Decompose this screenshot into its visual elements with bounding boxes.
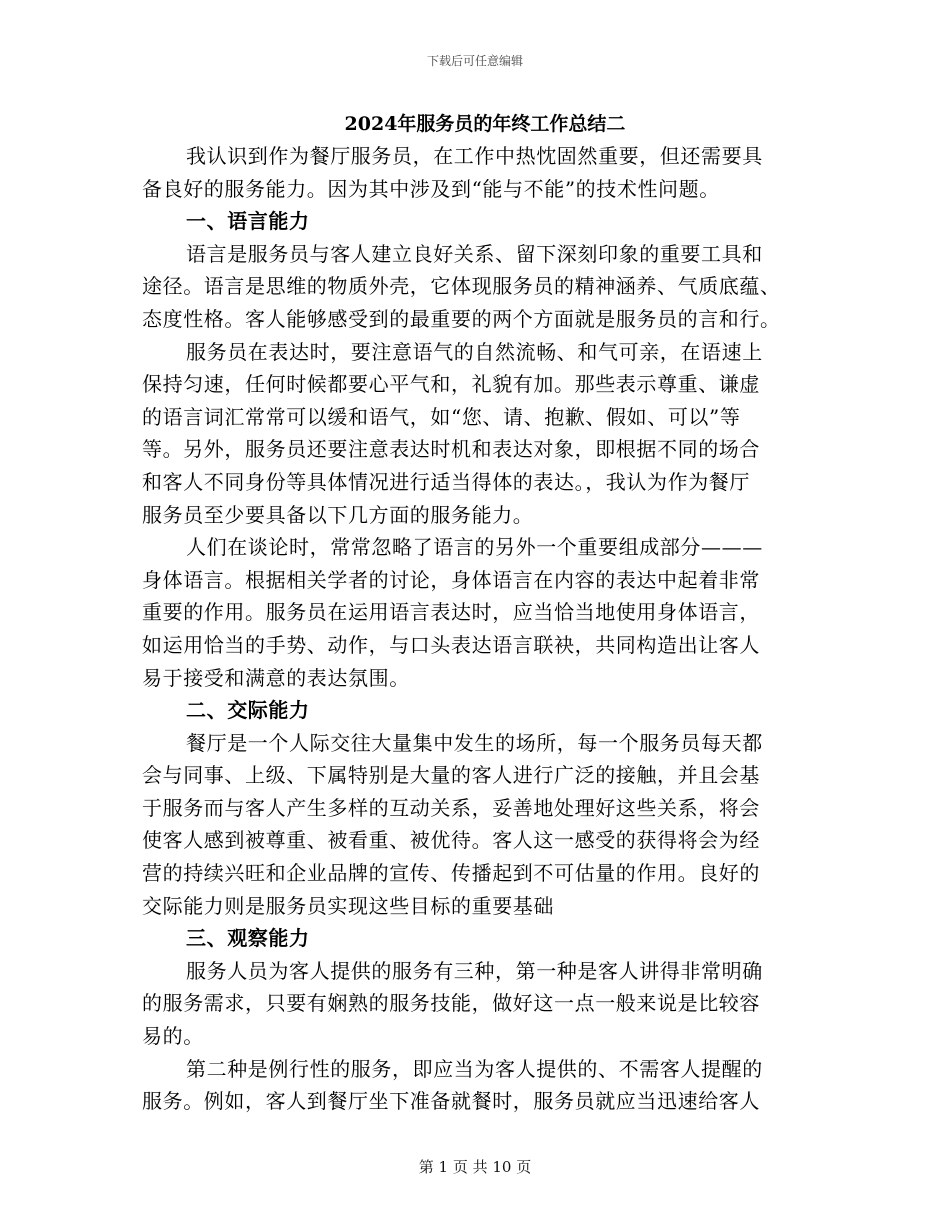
paragraph-line: 易于接受和满意的表达氛围。 <box>142 665 410 690</box>
page-number: 第 1 页 共 10 页 <box>418 1158 532 1176</box>
paragraph-line: 的服务需求，只要有娴熟的服务技能，做好这一点一般来说是比较容 <box>142 991 760 1016</box>
paragraph-line: 餐厅是一个人际交往大量集中发生的场所，每一个服务员每天都 <box>186 730 763 755</box>
paragraph-line: 重要的作用。服务员在运用语言表达时，应当恰当地使用身体语言， <box>142 600 760 625</box>
paragraph-line: 保持匀速，任何时候都要心平气和，礼貌有加。那些表示尊重、谦虚 <box>142 372 760 397</box>
paragraph-line: 于服务而与客人产生多样的互动关系，妥善地处理好这些关系，将会 <box>142 795 760 820</box>
section-heading: 三、观察能力 <box>186 926 310 951</box>
header-note: 下载后可任意编辑 <box>426 54 523 68</box>
paragraph-line: 使客人感到被尊重、被看重、被优待。客人这一感受的获得将会为经 <box>142 828 760 853</box>
document-title: 2024年服务员的年终工作总结二 <box>344 113 626 135</box>
paragraph-line: 人们在谈论时，常常忽略了语言的另外一个重要组成部分——— <box>186 535 763 560</box>
paragraph-line: 营的持续兴旺和企业品牌的宣传、传播起到不可估量的作用。良好的 <box>142 861 760 886</box>
paragraph-line: 的语言词汇常常可以缓和语气，如“您、请、抱歉、假如、可以”等 <box>142 404 741 429</box>
document-body <box>142 108 800 1118</box>
paragraph-line: 等。另外，服务员还要注意表达时机和表达对象，即根据不同的场合 <box>142 437 760 462</box>
paragraph-line: 交际能力则是服务员实现这些目标的重要基础 <box>142 893 554 918</box>
paragraph-line: 服务员在表达时，要注意语气的自然流畅、和气可亲，在语速上 <box>186 339 763 364</box>
paragraph-line: 易的。 <box>142 1024 204 1049</box>
paragraph-line: 如运用恰当的手势、动作，与口头表达语言联袂，共同构造出让客人 <box>142 632 760 657</box>
section-heading: 一、语言能力 <box>186 209 310 234</box>
paragraph-line: 身体语言。根据相关学者的讨论，身体语言在内容的表达中起着非常 <box>142 567 760 592</box>
paragraph-line: 服务员至少要具备以下几方面的服务能力。 <box>142 502 534 527</box>
paragraph-line: 和客人不同身份等具体情况进行适当得体的表达。，我认为作为餐厅 <box>142 469 750 494</box>
paragraph-line: 备良好的服务能力。因为其中涉及到“能与不能”的技术性问题。 <box>142 176 720 201</box>
section-heading: 二、交际能力 <box>186 698 310 723</box>
paragraph-line: 第二种是例行性的服务，即应当为客人提供的、不需客人提醒的 <box>186 1056 763 1081</box>
paragraph-line: 态度性格。客人能够感受到的最重要的两个方面就是服务员的言和行。 <box>142 306 781 331</box>
document-lines <box>142 140 800 1118</box>
paragraph-line: 语言是服务员与客人建立良好关系、留下深刻印象的重要工具和 <box>186 241 763 266</box>
paragraph-line: 我认识到作为餐厅服务员，在工作中热忱固然重要，但还需要具 <box>186 144 763 168</box>
paragraph-line: 会与同事、上级、下属特别是大量的客人进行广泛的接触，并且会基 <box>142 763 760 788</box>
paragraph-line: 途径。语言是思维的物质外壳，它体现服务员的精神涵养、气质底蕴、 <box>142 274 781 299</box>
paragraph-line: 服务人员为客人提供的服务有三种，第一种是客人讲得非常明确 <box>186 958 763 983</box>
paragraph-line: 服务。例如，客人到餐厅坐下准备就餐时，服务员就应当迅速给客人 <box>142 1089 760 1114</box>
